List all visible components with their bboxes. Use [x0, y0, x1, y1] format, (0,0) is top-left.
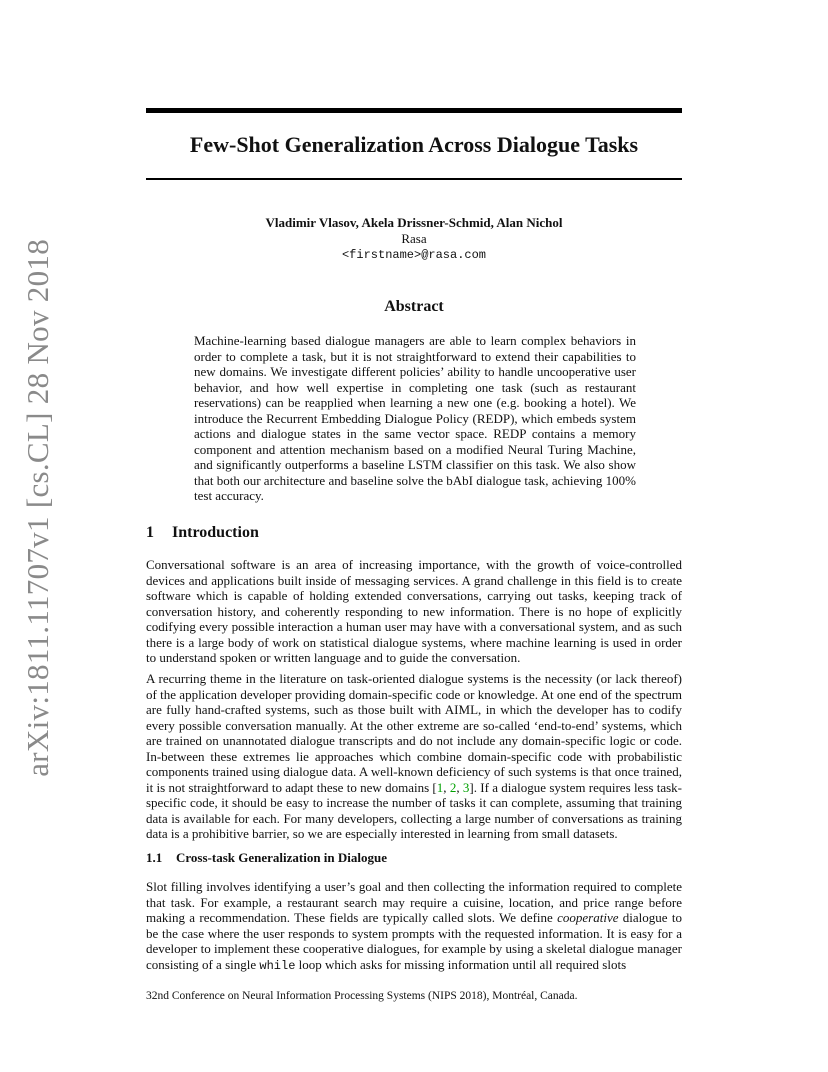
arxiv-stamp-text: arXiv:1811.11707v1 [cs.CL] 28 Nov 2018	[20, 239, 55, 777]
intro-p2-text-a: A recurring theme in the literature on task-oriented dialogue systems is the necessity (or lack thereof) of the application developer providing domain-specific code or knowledge. At one end of the spectrum are fully hand-crafted systems, such as those built with AIML, in which the developer has to codify every possible conversation manually. At the other extreme are so-called ‘end-to-end’ systems, which are trained on unannotated dialogue transcripts and do not include any domain-specific logic or code. In-between these extremes lie approaches which combine domain-specific code with probabilistic components trained using dialogue data. A well-known deficiency of such systems is that once trained, it is not straightforward to adapt these to new domains [	[146, 671, 682, 795]
author-block	[146, 215, 682, 263]
intro-p2-text-b: ]. If a dialogue system requires less task-specific code, it should be easy to increase the number of tasks it can complete, assuming that training data is available for each. For many developers, collecting a large number of conversations as training data is a prohibitive barrier, so we are especially interested in learning from small datasets.	[146, 779, 683, 841]
conference-footer: 32nd Conference on Neural Information Processing Systems (NIPS 2018), Montréal, Canada.	[146, 990, 578, 1002]
arxiv-stamp	[20, 239, 56, 777]
subsection-paragraph	[146, 879, 682, 974]
code-while: while	[259, 958, 296, 973]
citation-link-2[interactable]: 2	[449, 779, 457, 795]
section-title: Introduction	[172, 524, 259, 541]
intro-paragraph-1: Conversational software is an area of increasing importance, with the growth of voice-controlled devices and applications built inside of messaging services. A grand challenge in this field is to create software which is capable of holding extended conversations, carrying out tasks, keeping track of conversation history, and coherently responding to new information. There is no hope of explicitly codifying every possible interaction a human user may have with a conversational system, and as such there is a large body of work on statistical dialogue systems, where machine learning is used in order to understand spoken or written language and to guide the conversation.	[146, 557, 682, 665]
subsection-heading-cross-task	[146, 850, 387, 866]
abstract-text: Machine-learning based dialogue managers are able to learn complex behaviors in order to complete a task, but it is not straightforward to extend their capabilities to new domains. We investigate different policies’ ability to handle uncooperative user behavior, and how well expertise in completing one task (such as restaurant reservations) can be reapplied when learning a new one (e.g. booking a hotel). We introduce the Recurrent Embedding Dialogue Policy (REDP), which embeds system actions and dialogue states in the same vector space. REDP contains a memory component and attention mechanism based on a modified Neural Turing Machine, and significantly outperforms a baseline LSTM classifier on this task. We also show that both our architecture and baseline solve the bAbI dialogue task, achieving 100% test accuracy.	[194, 333, 636, 503]
author-email: <firstname>@rasa.com	[341, 248, 487, 262]
title-rule-top	[146, 108, 682, 113]
author-affiliation: Rasa	[401, 231, 427, 246]
title-rule-bottom	[146, 178, 682, 180]
emphasis-cooperative: cooperative	[557, 910, 619, 925]
section-heading-introduction	[146, 524, 259, 542]
section-number: 1	[146, 524, 154, 541]
sub-p-text-b: dialogue to be the case where the user responds to system prompts with the requested information. It is easy for a developer to implement these cooperative dialogues, for example by using a skeletal dialogue manager consisting of a single	[146, 910, 682, 972]
citation-link-3[interactable]: 3	[462, 779, 470, 795]
citation-link-1[interactable]: 1	[436, 779, 444, 795]
intro-paragraph-2: A recurring theme in the literature on task-oriented dialogue systems is the necessity (or lack thereof) of the application developer providing domain-specific code or knowledge. At one end of the spectrum are fully hand-crafted systems, such as those built with AIML, in which the developer has to codify every possible conversation manually. At the other extreme are so-called ‘end-to-end’ systems, which are trained on unannotated dialogue transcripts and do not include any domain-specific logic or code. In-between these extremes lie approaches which combine domain-specific code with probabilistic components trained using dialogue data. A well-known deficiency of such systems is that once trained, it is not straightforward to adapt these to new domains [1, 2, 3]. If a dialogue system requires less task-specific code, it should be easy to increase the number of tasks it can complete, assuming that training data is available for each. For many developers, collecting a large number of conversations as training data is a prohibitive barrier, so we are especially interested in learning from small datasets.	[146, 671, 683, 841]
paper-title: Few-Shot Generalization Across Dialogue Tasks	[189, 132, 639, 157]
author-names: Vladimir Vlasov, Akela Drissner-Schmid, Alan Nichol	[265, 215, 563, 230]
sub-p-text-a: Slot filling involves identifying a user’s goal and then collecting the information required to complete that task. For example, a restaurant search may require a cuisine, location, and price range before making a recommendation. These fields are typically called slots. We define	[146, 879, 682, 925]
abstract-heading: Abstract	[384, 298, 444, 315]
subsection-title: Cross-task Generalization in Dialogue	[176, 850, 388, 865]
sub-p-text-c: loop which asks for missing information until all required slots	[295, 956, 627, 972]
subsection-number: 1.1	[146, 850, 163, 865]
